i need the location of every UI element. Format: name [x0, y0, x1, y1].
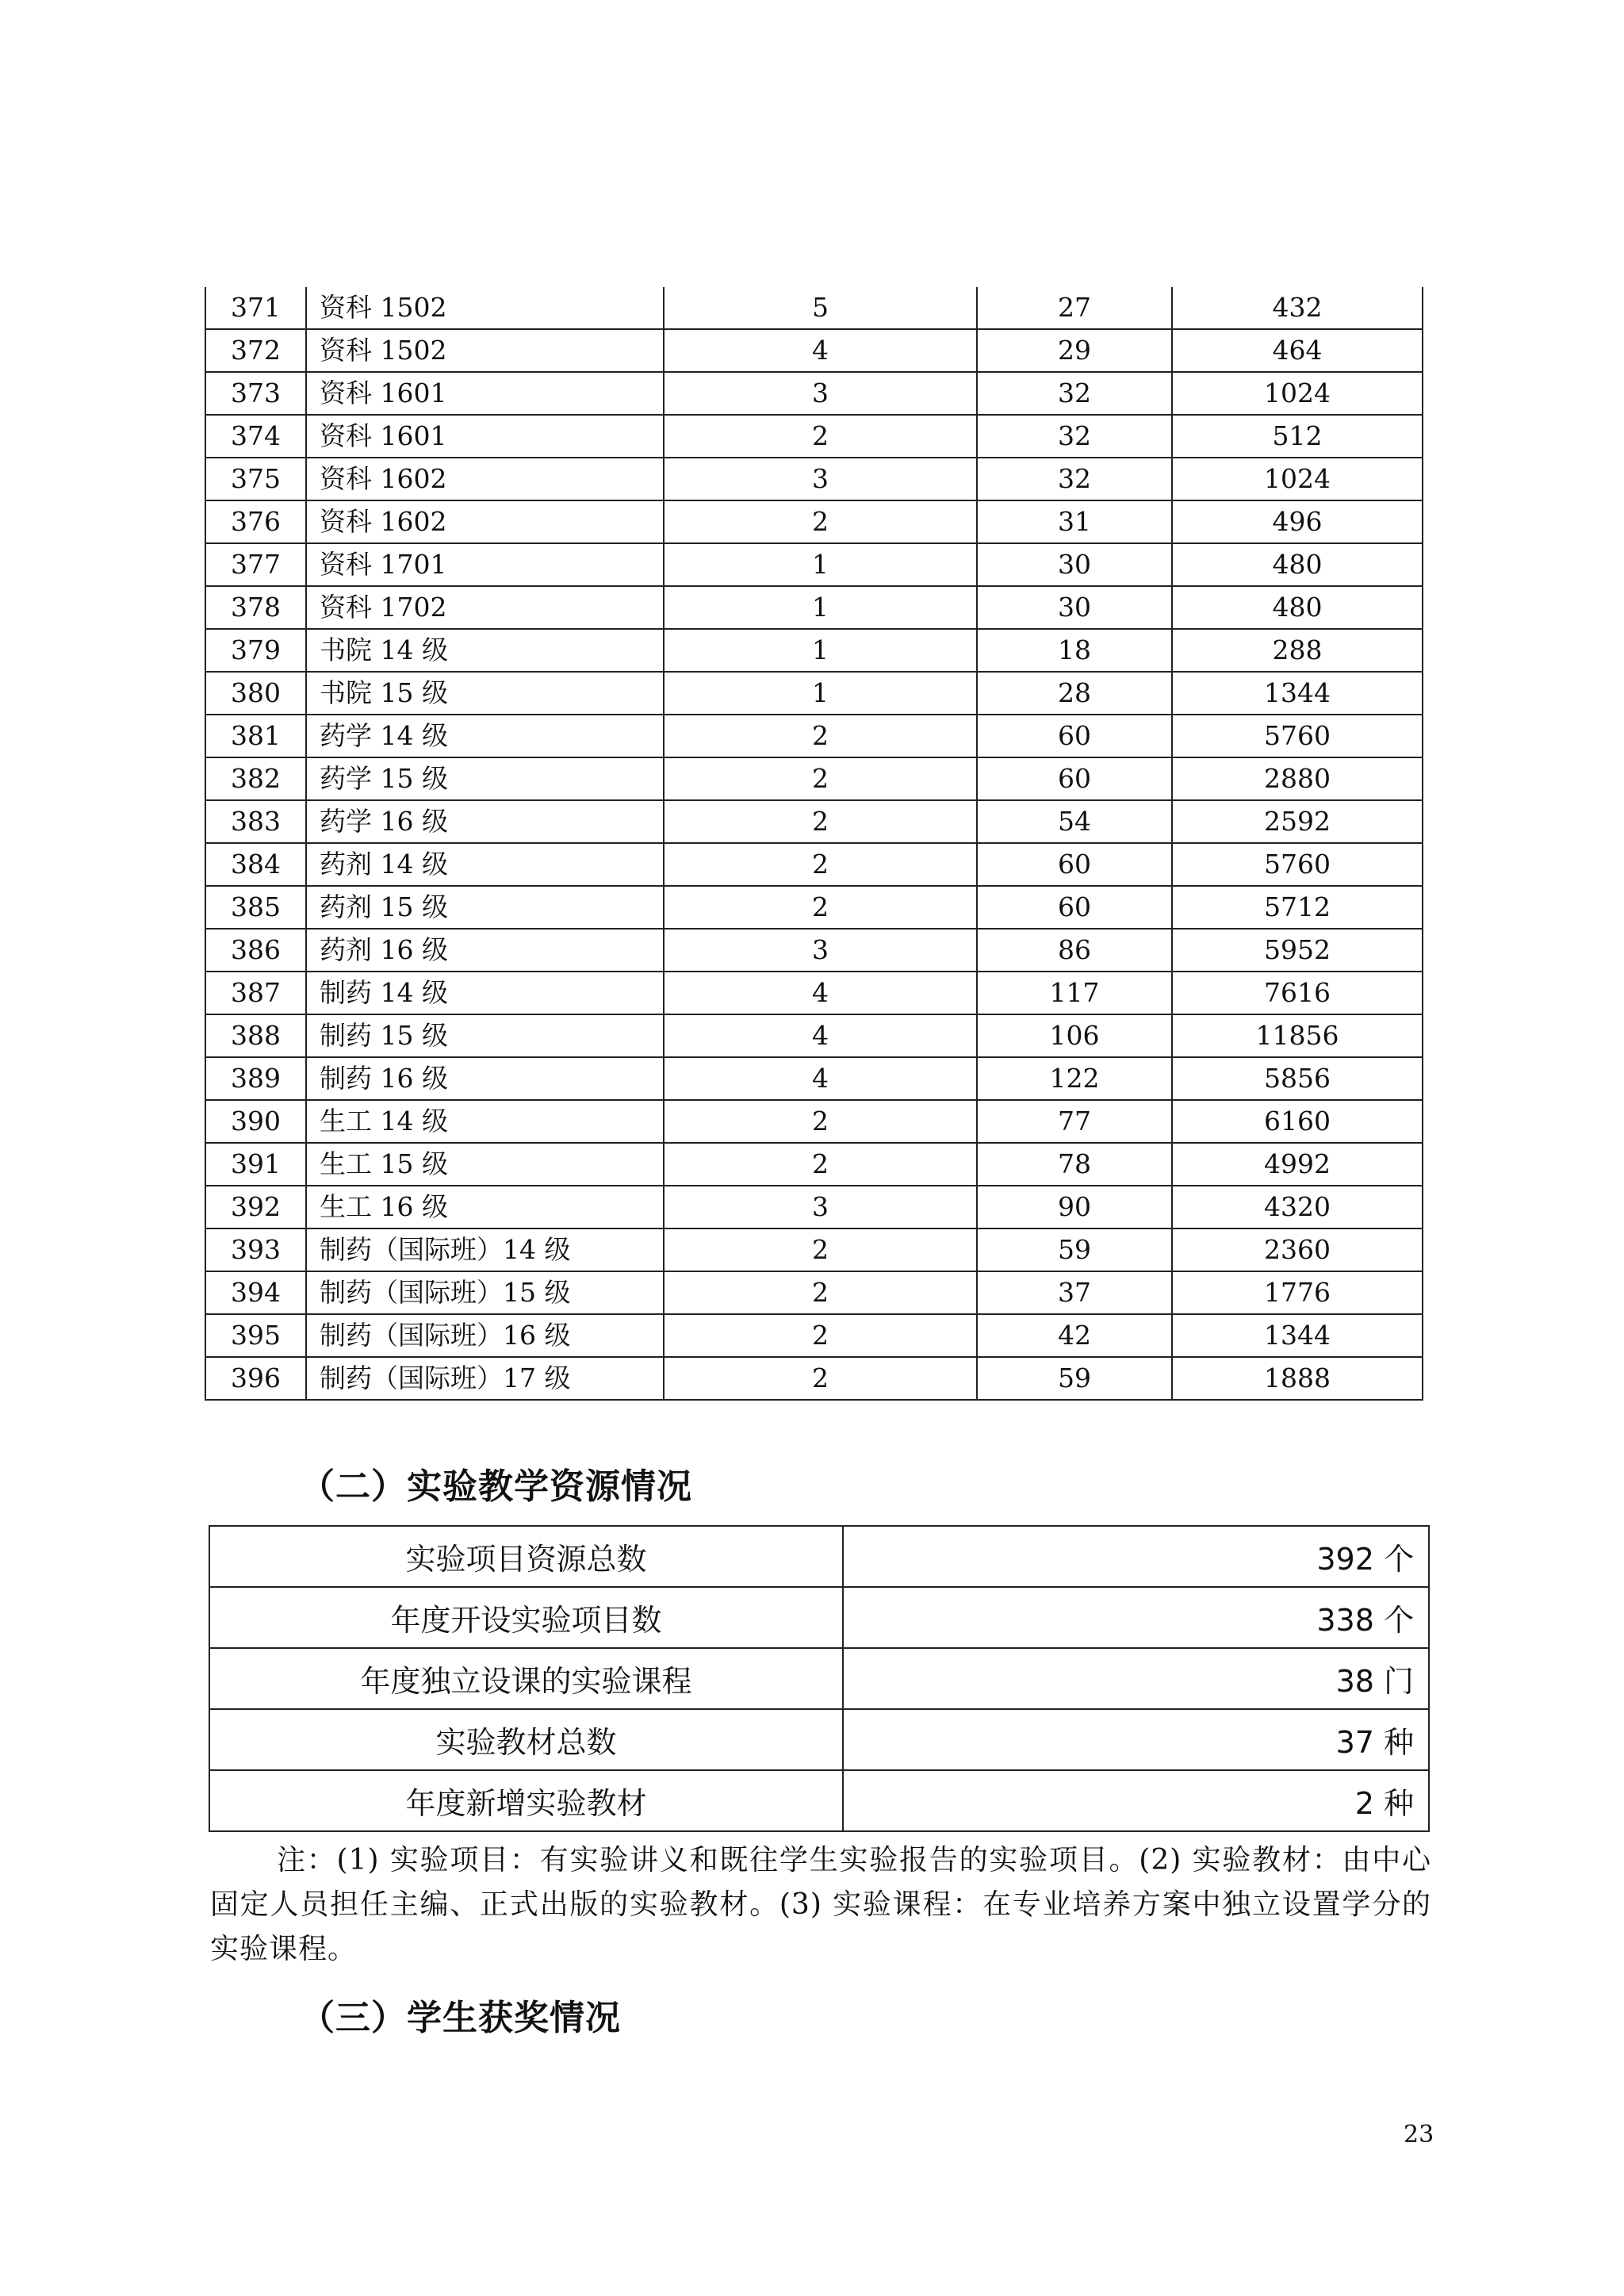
row-number-cell: 379	[205, 629, 306, 672]
resource-value: 392 个	[843, 1526, 1429, 1587]
value-c-cell: 480	[1172, 543, 1423, 586]
value-a-cell: 4	[664, 329, 977, 372]
value-c-cell: 6160	[1172, 1100, 1423, 1143]
row-number-cell: 380	[205, 672, 306, 715]
class-statistics-table	[205, 287, 1423, 1401]
table-row	[205, 672, 1423, 715]
value-b-cell: 86	[977, 929, 1172, 972]
row-number-cell: 392	[205, 1186, 306, 1228]
table-row	[205, 1143, 1423, 1186]
table-row	[205, 929, 1423, 972]
row-number-cell: 372	[205, 329, 306, 372]
class-statistics-table-body	[205, 287, 1423, 1400]
table-row	[205, 1014, 1423, 1057]
value-c-cell: 512	[1172, 415, 1423, 458]
class-name-cell: 生工 14 级	[306, 1100, 664, 1143]
resource-label: 年度新增实验教材	[209, 1770, 843, 1831]
row-number-cell: 371	[205, 287, 306, 329]
row-number-cell: 377	[205, 543, 306, 586]
value-b-cell: 77	[977, 1100, 1172, 1143]
value-a-cell: 2	[664, 800, 977, 843]
row-number-cell: 382	[205, 757, 306, 800]
value-b-cell: 42	[977, 1314, 1172, 1357]
class-name-cell: 资科 1502	[306, 329, 664, 372]
table-row	[209, 1648, 1429, 1709]
value-c-cell: 432	[1172, 287, 1423, 329]
value-a-cell: 5	[664, 287, 977, 329]
class-name-cell: 资科 1602	[306, 458, 664, 500]
value-a-cell: 2	[664, 757, 977, 800]
class-name-cell: 制药（国际班）17 级	[306, 1357, 664, 1400]
resource-label: 实验教材总数	[209, 1709, 843, 1770]
value-a-cell: 2	[664, 886, 977, 929]
value-b-cell: 122	[977, 1057, 1172, 1100]
value-a-cell: 2	[664, 1271, 977, 1314]
table-row	[205, 629, 1423, 672]
row-number-cell: 393	[205, 1228, 306, 1271]
value-b-cell: 54	[977, 800, 1172, 843]
row-number-cell: 389	[205, 1057, 306, 1100]
value-c-cell: 5712	[1172, 886, 1423, 929]
value-b-cell: 32	[977, 415, 1172, 458]
table-row	[205, 972, 1423, 1014]
value-a-cell: 2	[664, 715, 977, 757]
table-row	[205, 1186, 1423, 1228]
value-b-cell: 31	[977, 500, 1172, 543]
value-c-cell: 2360	[1172, 1228, 1423, 1271]
value-b-cell: 32	[977, 372, 1172, 415]
value-c-cell: 5760	[1172, 715, 1423, 757]
row-number-cell: 383	[205, 800, 306, 843]
class-name-cell: 药学 16 级	[306, 800, 664, 843]
class-name-cell: 药剂 15 级	[306, 886, 664, 929]
value-a-cell: 3	[664, 372, 977, 415]
row-number-cell: 385	[205, 886, 306, 929]
class-name-cell: 制药 15 级	[306, 1014, 664, 1057]
table-row	[205, 500, 1423, 543]
table-row	[205, 843, 1423, 886]
section-heading-student-awards: （三）学生获奖情况	[300, 1998, 621, 2038]
value-c-cell: 1344	[1172, 672, 1423, 715]
resource-value: 2 种	[843, 1770, 1429, 1831]
resource-value: 338 个	[843, 1587, 1429, 1648]
value-a-cell: 2	[664, 1100, 977, 1143]
value-b-cell: 27	[977, 287, 1172, 329]
row-number-cell: 390	[205, 1100, 306, 1143]
value-c-cell: 1344	[1172, 1314, 1423, 1357]
experiment-resources-table	[209, 1525, 1430, 1832]
value-a-cell: 1	[664, 543, 977, 586]
value-a-cell: 2	[664, 1314, 977, 1357]
table-footnote: 注：(1) 实验项目：有实验讲义和既往学生实验报告的实验项目。(2) 实验教材：由中心固定人员担任主编、正式出版的实验教材。(3) 实验课程：在专业培养方案中独立设置学分的实验课程。	[210, 1844, 1431, 1965]
row-number-cell: 388	[205, 1014, 306, 1057]
value-c-cell: 7616	[1172, 972, 1423, 1014]
class-name-cell: 药剂 16 级	[306, 929, 664, 972]
resource-label: 年度开设实验项目数	[209, 1587, 843, 1648]
table-row	[205, 1314, 1423, 1357]
class-name-cell: 制药 14 级	[306, 972, 664, 1014]
table-row	[209, 1770, 1429, 1831]
value-c-cell: 464	[1172, 329, 1423, 372]
row-number-cell: 374	[205, 415, 306, 458]
value-c-cell: 496	[1172, 500, 1423, 543]
value-a-cell: 4	[664, 1014, 977, 1057]
value-b-cell: 117	[977, 972, 1172, 1014]
section-heading-experiment-resources: （二）实验教学资源情况	[300, 1466, 692, 1507]
resource-value: 37 种	[843, 1709, 1429, 1770]
class-name-cell: 资科 1602	[306, 500, 664, 543]
value-b-cell: 60	[977, 843, 1172, 886]
row-number-cell: 384	[205, 843, 306, 886]
value-b-cell: 60	[977, 886, 1172, 929]
row-number-cell: 373	[205, 372, 306, 415]
row-number-cell: 387	[205, 972, 306, 1014]
resource-label: 年度独立设课的实验课程	[209, 1648, 843, 1709]
value-c-cell: 1888	[1172, 1357, 1423, 1400]
value-a-cell: 4	[664, 1057, 977, 1100]
row-number-cell: 396	[205, 1357, 306, 1400]
value-b-cell: 28	[977, 672, 1172, 715]
row-number-cell: 386	[205, 929, 306, 972]
value-c-cell: 4320	[1172, 1186, 1423, 1228]
value-a-cell: 1	[664, 629, 977, 672]
value-c-cell: 1024	[1172, 372, 1423, 415]
value-c-cell: 2880	[1172, 757, 1423, 800]
value-b-cell: 32	[977, 458, 1172, 500]
value-b-cell: 78	[977, 1143, 1172, 1186]
value-c-cell: 1776	[1172, 1271, 1423, 1314]
row-number-cell: 394	[205, 1271, 306, 1314]
value-c-cell: 5856	[1172, 1057, 1423, 1100]
value-a-cell: 1	[664, 672, 977, 715]
value-a-cell: 2	[664, 843, 977, 886]
value-c-cell: 1024	[1172, 458, 1423, 500]
table-row	[205, 757, 1423, 800]
class-name-cell: 制药 16 级	[306, 1057, 664, 1100]
value-b-cell: 60	[977, 715, 1172, 757]
value-a-cell: 2	[664, 1357, 977, 1400]
value-a-cell: 2	[664, 1143, 977, 1186]
class-name-cell: 书院 14 级	[306, 629, 664, 672]
row-number-cell: 375	[205, 458, 306, 500]
table-row	[209, 1709, 1429, 1770]
value-a-cell: 3	[664, 1186, 977, 1228]
row-number-cell: 378	[205, 586, 306, 629]
value-a-cell: 4	[664, 972, 977, 1014]
value-c-cell: 288	[1172, 629, 1423, 672]
value-b-cell: 106	[977, 1014, 1172, 1057]
table-row	[205, 372, 1423, 415]
class-name-cell: 制药（国际班）16 级	[306, 1314, 664, 1357]
table-row	[205, 586, 1423, 629]
class-name-cell: 资科 1702	[306, 586, 664, 629]
value-c-cell: 5760	[1172, 843, 1423, 886]
table-row	[205, 287, 1423, 329]
row-number-cell: 381	[205, 715, 306, 757]
value-a-cell: 2	[664, 500, 977, 543]
value-b-cell: 59	[977, 1357, 1172, 1400]
value-b-cell: 60	[977, 757, 1172, 800]
class-name-cell: 生工 15 级	[306, 1143, 664, 1186]
table-row	[205, 715, 1423, 757]
table-row	[205, 886, 1423, 929]
table-row	[205, 1100, 1423, 1143]
class-name-cell: 资科 1502	[306, 287, 664, 329]
table-row	[205, 1271, 1423, 1314]
table-row	[205, 800, 1423, 843]
resource-label: 实验项目资源总数	[209, 1526, 843, 1587]
class-name-cell: 资科 1601	[306, 372, 664, 415]
table-row	[209, 1587, 1429, 1648]
table-row	[209, 1526, 1429, 1587]
page-number: 23	[1404, 2121, 1434, 2148]
value-b-cell: 30	[977, 543, 1172, 586]
table-row	[205, 1228, 1423, 1271]
value-b-cell: 37	[977, 1271, 1172, 1314]
class-name-cell: 制药（国际班）15 级	[306, 1271, 664, 1314]
row-number-cell: 376	[205, 500, 306, 543]
value-b-cell: 90	[977, 1186, 1172, 1228]
value-a-cell: 2	[664, 415, 977, 458]
value-a-cell: 3	[664, 458, 977, 500]
class-name-cell: 资科 1601	[306, 415, 664, 458]
value-c-cell: 2592	[1172, 800, 1423, 843]
value-c-cell: 5952	[1172, 929, 1423, 972]
class-name-cell: 书院 15 级	[306, 672, 664, 715]
value-c-cell: 11856	[1172, 1014, 1423, 1057]
row-number-cell: 395	[205, 1314, 306, 1357]
resource-value: 38 门	[843, 1648, 1429, 1709]
value-a-cell: 1	[664, 586, 977, 629]
table-row	[205, 1057, 1423, 1100]
class-name-cell: 生工 16 级	[306, 1186, 664, 1228]
table-row	[205, 415, 1423, 458]
class-name-cell: 药学 14 级	[306, 715, 664, 757]
table-row	[205, 458, 1423, 500]
value-b-cell: 29	[977, 329, 1172, 372]
class-name-cell: 资科 1701	[306, 543, 664, 586]
value-b-cell: 59	[977, 1228, 1172, 1271]
value-b-cell: 18	[977, 629, 1172, 672]
table-row	[205, 329, 1423, 372]
row-number-cell: 391	[205, 1143, 306, 1186]
table-row	[205, 1357, 1423, 1400]
value-c-cell: 480	[1172, 586, 1423, 629]
value-a-cell: 2	[664, 1228, 977, 1271]
class-name-cell: 制药（国际班）14 级	[306, 1228, 664, 1271]
class-name-cell: 药剂 14 级	[306, 843, 664, 886]
table-row	[205, 543, 1423, 586]
class-name-cell: 药学 15 级	[306, 757, 664, 800]
value-c-cell: 4992	[1172, 1143, 1423, 1186]
value-a-cell: 3	[664, 929, 977, 972]
value-b-cell: 30	[977, 586, 1172, 629]
